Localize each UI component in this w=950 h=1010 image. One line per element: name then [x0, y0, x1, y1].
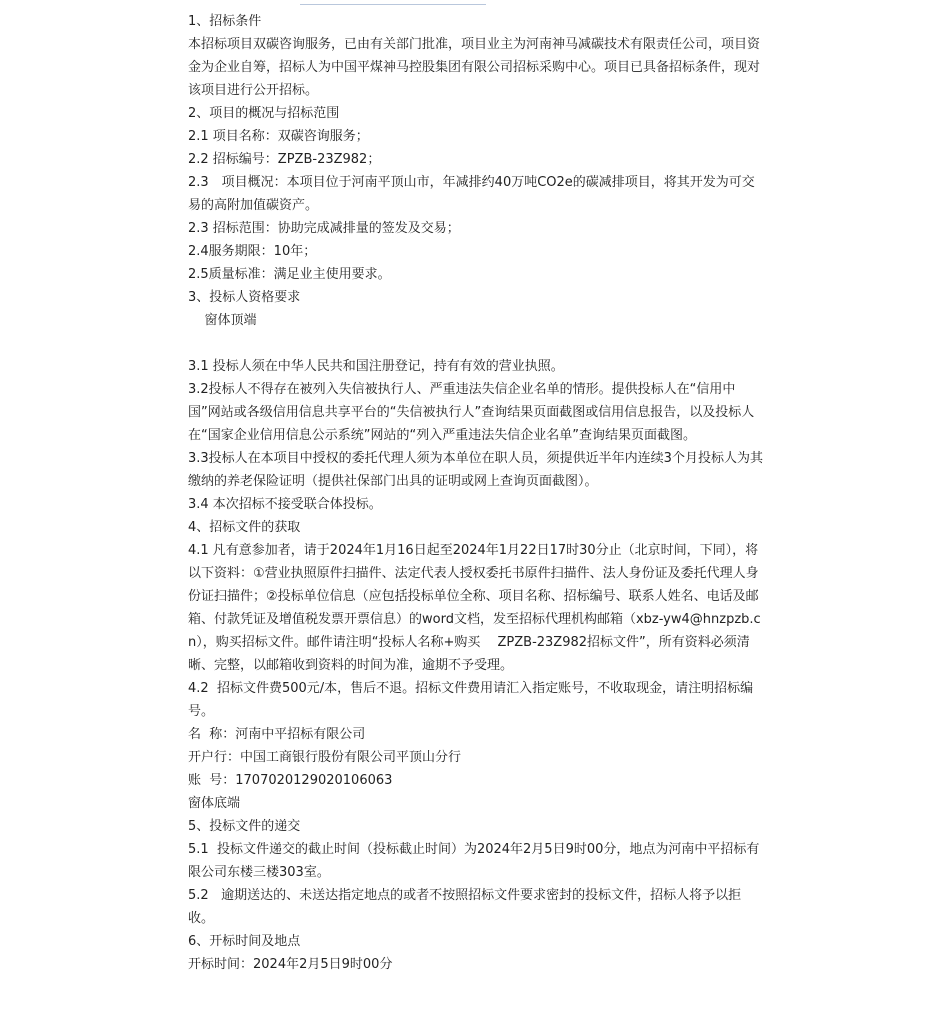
- item-late-submission-5-2: 5.2 逾期送达的、未送达指定地点的或者不按照招标文件要求密封的投标文件，招标人将予以拒收。: [188, 888, 742, 926]
- paragraph-bidding-conditions: 本招标项目双碳咨询服务，已由有关部门批准，项目业主为河南神马减碳技术有限责任公司，项目资金为企业自筹，招标人为中国平煤神马控股集团有限公司招标采购中心。项目已具备招标条件，现对该项目进行公开招标。: [188, 37, 761, 98]
- section-heading-bid-opening: 6、开标时间及地点: [188, 934, 301, 949]
- bank-name: 开户行：中国工商银行股份有限公司平顶山分行: [188, 750, 462, 765]
- item-qualification-3-3: 3.3投标人在本项目中授权的委托代理人须为本单位在职人员，须提供近半年内连续3个月投标人为其缴纳的养老保险证明（提供社保部门出具的证明或网上查询页面截图）。: [188, 451, 763, 489]
- section-heading-project-overview: 2、项目的概况与招标范围: [188, 106, 340, 121]
- item-project-summary: 2.3 项目概况：本项目位于河南平顶山市，年减排约40万吨CO2e的碳减排项目，将其开发为可交易的高附加值碳资产。: [188, 175, 755, 213]
- tender-notice-body: [188, 10, 764, 976]
- item-bid-opening-time: 开标时间：2024年2月5日9时00分: [188, 957, 393, 972]
- item-qualification-3-2: 3.2投标人不得存在被列入失信被执行人、严重违法失信企业名单的情形。提供投标人在“信用中国”网站或各级信用信息共享平台的“失信被执行人”查询结果页面截图或信用信息报告，以及投标人在“国家企业信用信息公示系统”网站的“列入严重违法失信企业名单”查询结果页面截图。: [188, 382, 755, 443]
- section-heading-bidder-qualifications: 3、投标人资格要求: [188, 290, 301, 305]
- section-heading-bid-submission: 5、投标文件的递交: [188, 819, 301, 834]
- bank-account-number: 账 号：1707020129020106063: [188, 773, 393, 788]
- item-qualification-3-1: 3.1 投标人须在中华人民共和国注册登记，持有有效的营业执照。: [188, 359, 564, 374]
- item-submission-deadline-5-1: 5.1 投标文件递交的截止时间（投标截止时间）为2024年2月5日9时00分，地点为河南中平招标有限公司东楼三楼303室。: [188, 842, 760, 880]
- item-document-acquisition-4-1: 4.1 凡有意参加者，请于2024年1月16日起至2024年1月22日17时30分止（北京时间，下同），将以下资料：①营业执照原件扫描件、法定代表人授权委托书原件扫描件、法人身份证及委托代理人身份证扫描件；②投标单位信息（应包括投标单位全称、项目名称、招标编号、联系人姓名、电话及邮箱、付款凭证及增值税发票开票信息）的word文档，发至招标代理机构邮箱（xbz-yw4@hnzpzb.cn），购买招标文件。邮件请注明“投标人名称+购买 ZPZB-23Z982招标文件”，所有资料必须清晰、完整，以邮箱收到资料的时间为准，逾期不予受理。: [188, 543, 761, 673]
- item-tender-number: 2.2 招标编号：ZPZB-23Z982；: [188, 152, 381, 167]
- item-quality-standard: 2.5质量标准：满足业主使用要求。: [188, 267, 391, 282]
- item-tender-scope: 2.3 招标范围：协助完成减排量的签发及交易；: [188, 221, 460, 236]
- item-service-period: 2.4服务期限：10年；: [188, 244, 317, 259]
- form-top-marker: 窗体顶端: [188, 313, 257, 328]
- section-heading-bidding-conditions: 1、招标条件: [188, 14, 262, 29]
- blank-line: [188, 332, 764, 355]
- item-qualification-3-4: 3.4 本次招标不接受联合体投标。: [188, 497, 382, 512]
- item-project-name: 2.1 项目名称：双碳咨询服务；: [188, 129, 369, 144]
- form-bottom-marker: 窗体底端: [188, 796, 241, 811]
- item-document-fee-4-2: 4.2 招标文件费500元/本，售后不退。招标文件费用请汇入指定账号，不收取现金，请注明招标编号。: [188, 681, 754, 719]
- top-divider: [300, 4, 486, 5]
- section-heading-obtaining-documents: 4、招标文件的获取: [188, 520, 301, 535]
- bank-account-name: 名 称：河南中平招标有限公司: [188, 727, 366, 742]
